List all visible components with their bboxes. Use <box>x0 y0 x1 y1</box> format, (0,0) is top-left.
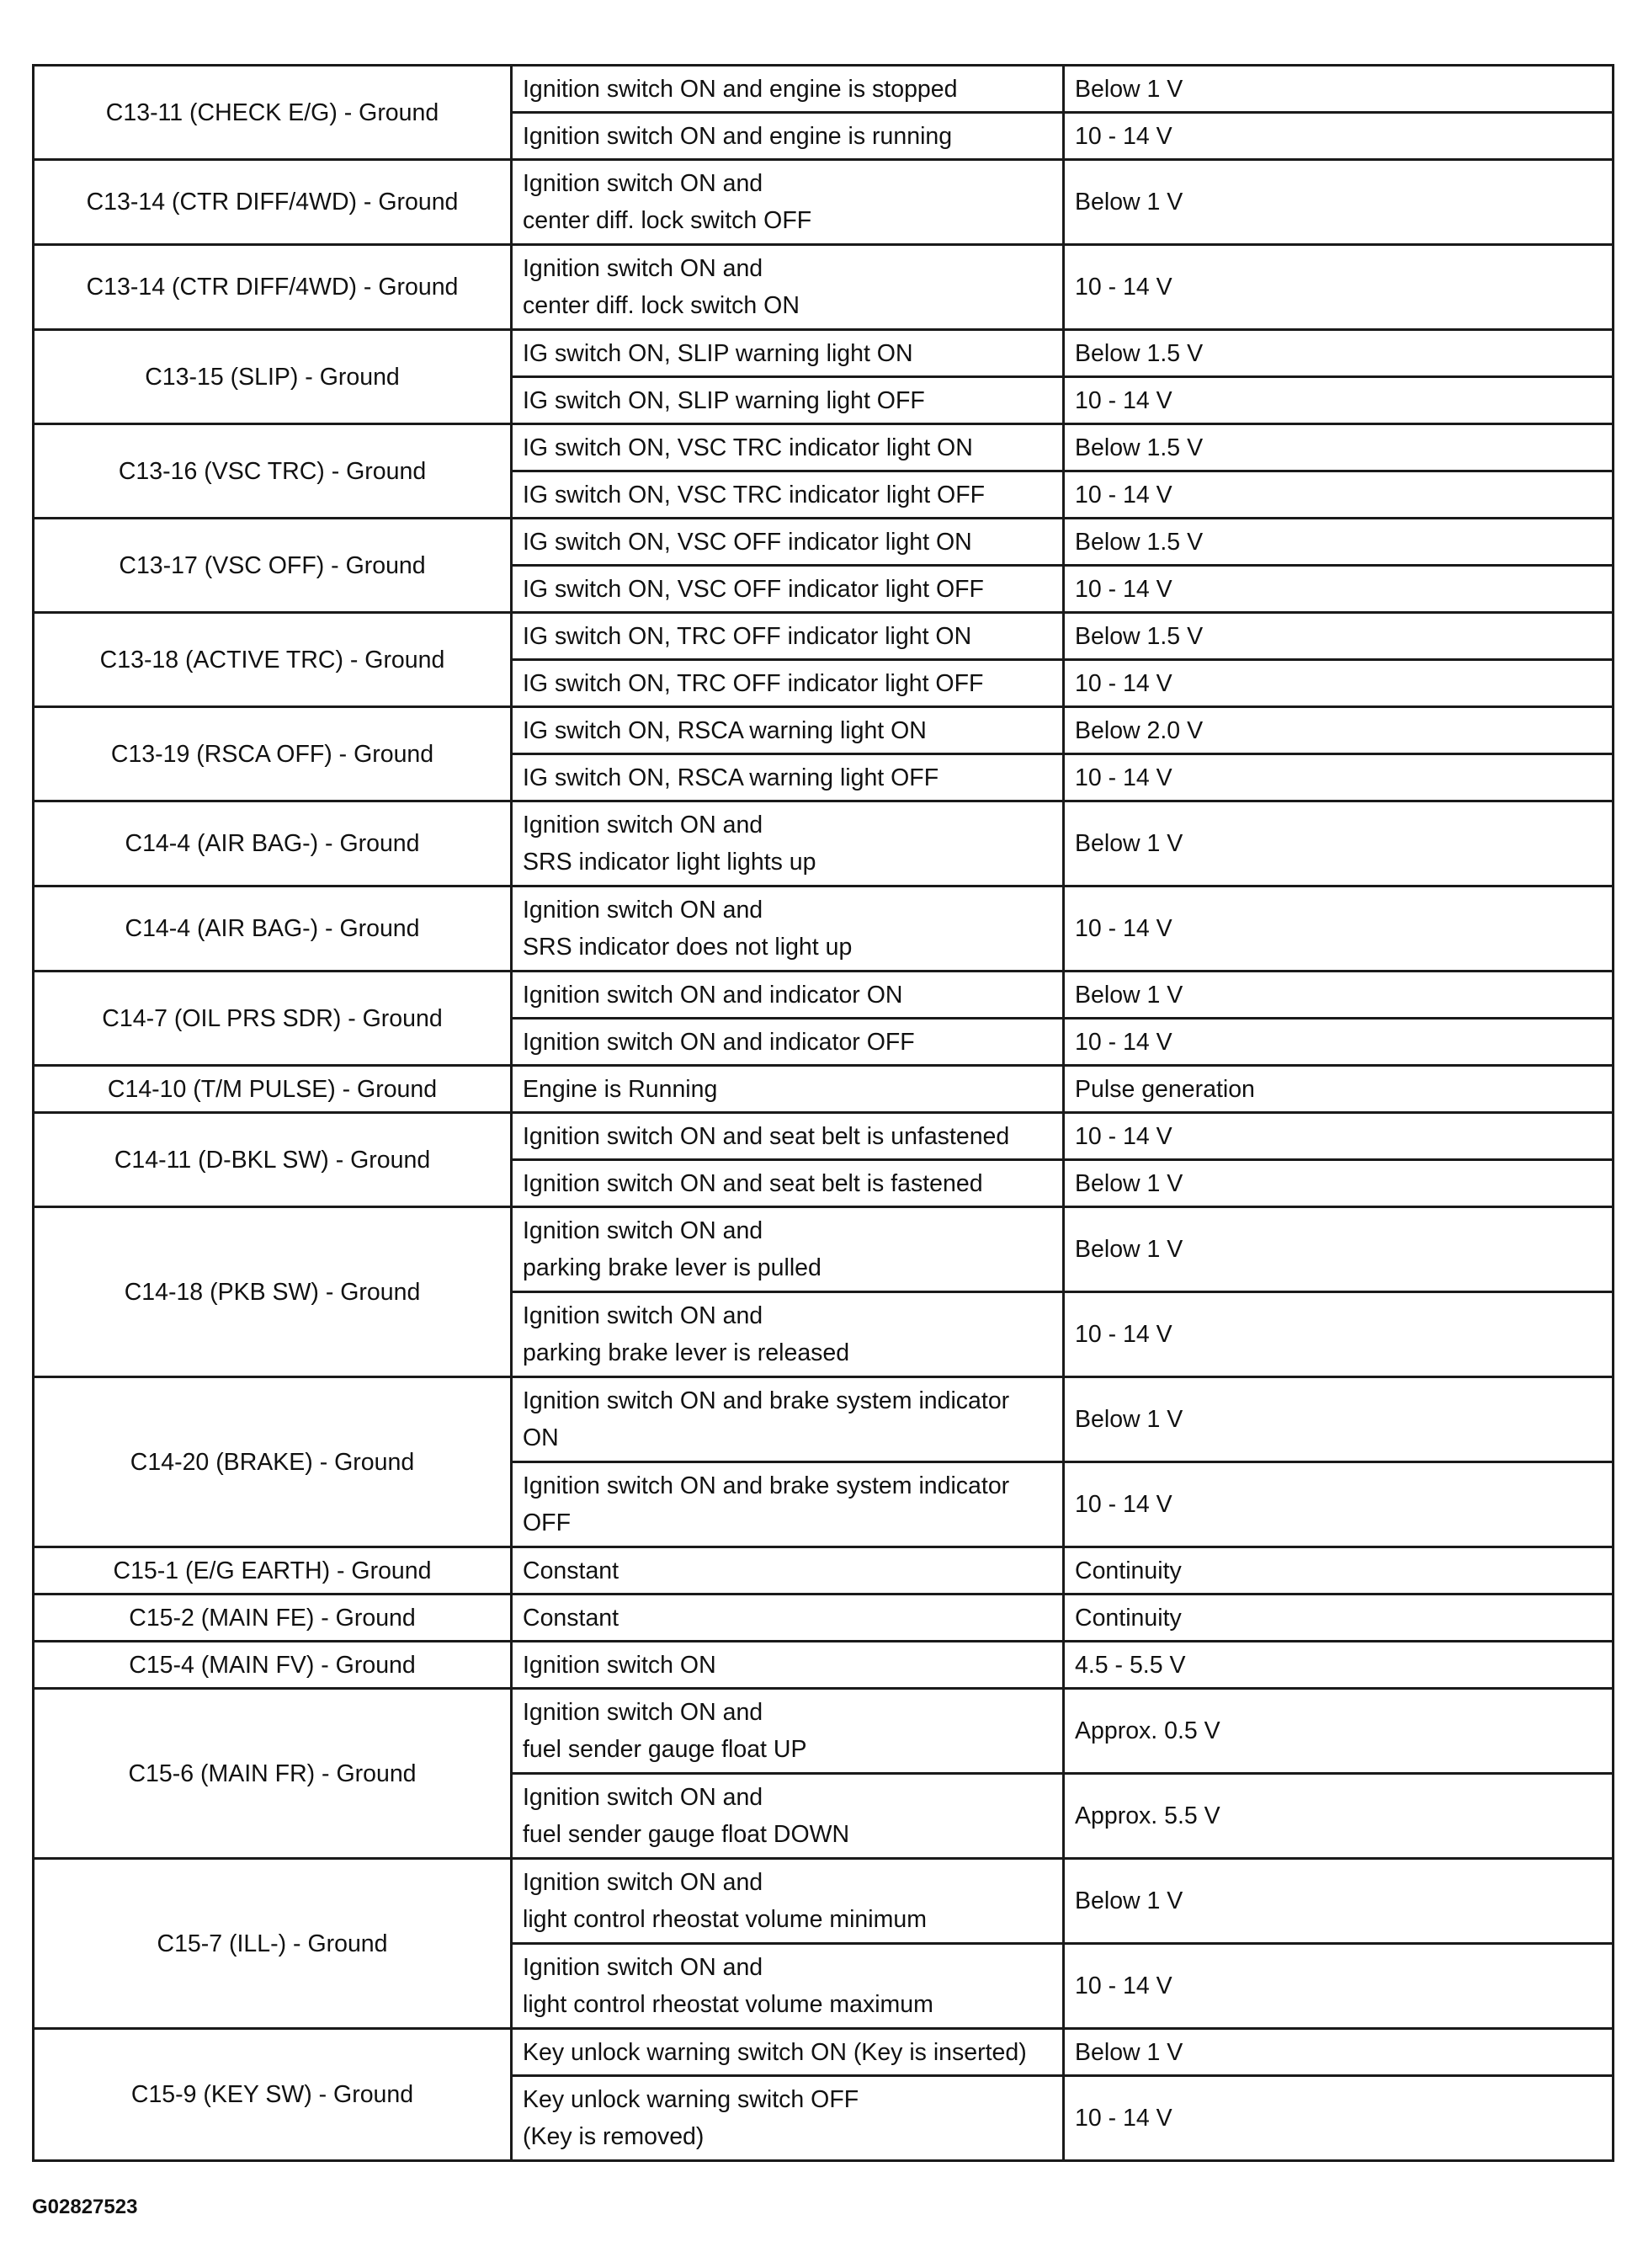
specified-condition-cell: 10 - 14 V <box>1064 2076 1614 2161</box>
terminal-cell: C14-7 (OIL PRS SDR) - Ground <box>34 972 512 1066</box>
terminal-cell: C14-4 (AIR BAG-) - Ground <box>34 886 512 972</box>
terminal-cell: C13-19 (RSCA OFF) - Ground <box>34 707 512 801</box>
condition-cell: Constant <box>512 1547 1064 1595</box>
table-row <box>34 1689 1614 1774</box>
specified-condition-cell: Below 1.5 V <box>1064 519 1614 566</box>
terminal-spec-table <box>32 64 1614 2162</box>
specified-condition-cell: 4.5 - 5.5 V <box>1064 1642 1614 1689</box>
condition-cell: Key unlock warning switch OFF (Key is removed) <box>512 2076 1064 2161</box>
table-row <box>34 707 1614 754</box>
specified-condition-cell: 10 - 14 V <box>1064 1113 1614 1160</box>
table-row <box>34 1859 1614 1944</box>
terminal-cell: C13-14 (CTR DIFF/4WD) - Ground <box>34 160 512 245</box>
spec-table-body <box>34 66 1614 2161</box>
spec-table-container <box>32 64 1614 2162</box>
specified-condition-cell: Continuity <box>1064 1547 1614 1595</box>
condition-cell: Ignition switch ON and engine is stopped <box>512 66 1064 113</box>
table-row <box>34 886 1614 972</box>
table-row <box>34 2029 1614 2076</box>
specified-condition-cell: 10 - 14 V <box>1064 660 1614 707</box>
table-row <box>34 66 1614 113</box>
condition-cell: Ignition switch ON and seat belt is unfastened <box>512 1113 1064 1160</box>
terminal-cell: C13-14 (CTR DIFF/4WD) - Ground <box>34 245 512 330</box>
specified-condition-cell: Below 1.5 V <box>1064 424 1614 471</box>
specified-condition-cell: 10 - 14 V <box>1064 1019 1614 1066</box>
table-row <box>34 1113 1614 1160</box>
condition-cell: Ignition switch ON and parking brake lever is pulled <box>512 1207 1064 1292</box>
condition-cell: Engine is Running <box>512 1066 1064 1113</box>
table-row <box>34 613 1614 660</box>
table-row <box>34 424 1614 471</box>
specified-condition-cell: Below 1.5 V <box>1064 330 1614 377</box>
specified-condition-cell: 10 - 14 V <box>1064 377 1614 424</box>
terminal-cell: C13-15 (SLIP) - Ground <box>34 330 512 424</box>
table-row <box>34 801 1614 886</box>
specified-condition-cell: Below 1.5 V <box>1064 613 1614 660</box>
specified-condition-cell: 10 - 14 V <box>1064 1944 1614 2029</box>
condition-cell: IG switch ON, RSCA warning light ON <box>512 707 1064 754</box>
table-row <box>34 1547 1614 1595</box>
condition-cell: IG switch ON, VSC TRC indicator light ON <box>512 424 1064 471</box>
specified-condition-cell: Below 1 V <box>1064 801 1614 886</box>
condition-cell: IG switch ON, VSC OFF indicator light ON <box>512 519 1064 566</box>
terminal-cell: C13-18 (ACTIVE TRC) - Ground <box>34 613 512 707</box>
condition-cell: Ignition switch ON and center diff. lock switch OFF <box>512 160 1064 245</box>
table-row <box>34 160 1614 245</box>
specified-condition-cell: 10 - 14 V <box>1064 245 1614 330</box>
condition-cell: IG switch ON, RSCA warning light OFF <box>512 754 1064 801</box>
condition-cell: Ignition switch ON and SRS indicator does not light up <box>512 886 1064 972</box>
specified-condition-cell: Pulse generation <box>1064 1066 1614 1113</box>
condition-cell: Ignition switch ON and brake system indicator OFF <box>512 1462 1064 1547</box>
terminal-cell: C14-18 (PKB SW) - Ground <box>34 1207 512 1377</box>
specified-condition-cell: Approx. 0.5 V <box>1064 1689 1614 1774</box>
specified-condition-cell: Below 1 V <box>1064 160 1614 245</box>
table-row <box>34 1066 1614 1113</box>
table-row <box>34 1377 1614 1462</box>
specified-condition-cell: Below 1 V <box>1064 66 1614 113</box>
terminal-cell: C15-4 (MAIN FV) - Ground <box>34 1642 512 1689</box>
specified-condition-cell: Below 1 V <box>1064 2029 1614 2076</box>
condition-cell: Ignition switch ON and center diff. lock switch ON <box>512 245 1064 330</box>
condition-cell: Ignition switch ON and SRS indicator light lights up <box>512 801 1064 886</box>
specified-condition-cell: Below 1 V <box>1064 1207 1614 1292</box>
terminal-cell: C14-4 (AIR BAG-) - Ground <box>34 801 512 886</box>
terminal-cell: C15-2 (MAIN FE) - Ground <box>34 1595 512 1642</box>
specified-condition-cell: Below 1 V <box>1064 972 1614 1019</box>
table-row <box>34 1642 1614 1689</box>
specified-condition-cell: 10 - 14 V <box>1064 566 1614 613</box>
terminal-cell: C15-6 (MAIN FR) - Ground <box>34 1689 512 1859</box>
condition-cell: Key unlock warning switch ON (Key is inserted) <box>512 2029 1064 2076</box>
condition-cell: Ignition switch ON <box>512 1642 1064 1689</box>
condition-cell: IG switch ON, TRC OFF indicator light ON <box>512 613 1064 660</box>
specified-condition-cell: Continuity <box>1064 1595 1614 1642</box>
terminal-cell: C15-7 (ILL-) - Ground <box>34 1859 512 2029</box>
figure-code: G02827523 <box>32 2196 138 2218</box>
specified-condition-cell: Below 2.0 V <box>1064 707 1614 754</box>
condition-cell: Ignition switch ON and brake system indicator ON <box>512 1377 1064 1462</box>
table-row <box>34 1207 1614 1292</box>
table-row <box>34 245 1614 330</box>
condition-cell: Ignition switch ON and indicator ON <box>512 972 1064 1019</box>
table-row <box>34 1595 1614 1642</box>
condition-cell: IG switch ON, TRC OFF indicator light OFF <box>512 660 1064 707</box>
specified-condition-cell: 10 - 14 V <box>1064 886 1614 972</box>
condition-cell: Ignition switch ON and parking brake lever is released <box>512 1292 1064 1377</box>
terminal-cell: C13-11 (CHECK E/G) - Ground <box>34 66 512 160</box>
condition-cell: IG switch ON, SLIP warning light OFF <box>512 377 1064 424</box>
condition-cell: Ignition switch ON and light control rheostat volume maximum <box>512 1944 1064 2029</box>
specified-condition-cell: 10 - 14 V <box>1064 113 1614 160</box>
terminal-cell: C14-11 (D-BKL SW) - Ground <box>34 1113 512 1207</box>
condition-cell: Ignition switch ON and engine is running <box>512 113 1064 160</box>
specified-condition-cell: 10 - 14 V <box>1064 471 1614 519</box>
terminal-cell: C14-20 (BRAKE) - Ground <box>34 1377 512 1547</box>
specified-condition-cell: 10 - 14 V <box>1064 754 1614 801</box>
condition-cell: Ignition switch ON and light control rheostat volume minimum <box>512 1859 1064 1944</box>
terminal-cell: C14-10 (T/M PULSE) - Ground <box>34 1066 512 1113</box>
condition-cell: Ignition switch ON and fuel sender gauge float UP <box>512 1689 1064 1774</box>
specified-condition-cell: Below 1 V <box>1064 1160 1614 1207</box>
condition-cell: IG switch ON, VSC TRC indicator light OFF <box>512 471 1064 519</box>
specified-condition-cell: 10 - 14 V <box>1064 1292 1614 1377</box>
table-row <box>34 519 1614 566</box>
specified-condition-cell: Approx. 5.5 V <box>1064 1774 1614 1859</box>
terminal-cell: C13-16 (VSC TRC) - Ground <box>34 424 512 519</box>
condition-cell: Ignition switch ON and fuel sender gauge float DOWN <box>512 1774 1064 1859</box>
specified-condition-cell: Below 1 V <box>1064 1859 1614 1944</box>
condition-cell: IG switch ON, SLIP warning light ON <box>512 330 1064 377</box>
table-row <box>34 330 1614 377</box>
terminal-cell: C15-9 (KEY SW) - Ground <box>34 2029 512 2161</box>
condition-cell: Ignition switch ON and seat belt is fastened <box>512 1160 1064 1207</box>
condition-cell: Constant <box>512 1595 1064 1642</box>
condition-cell: IG switch ON, VSC OFF indicator light OFF <box>512 566 1064 613</box>
specified-condition-cell: Below 1 V <box>1064 1377 1614 1462</box>
condition-cell: Ignition switch ON and indicator OFF <box>512 1019 1064 1066</box>
terminal-cell: C13-17 (VSC OFF) - Ground <box>34 519 512 613</box>
specified-condition-cell: 10 - 14 V <box>1064 1462 1614 1547</box>
terminal-cell: C15-1 (E/G EARTH) - Ground <box>34 1547 512 1595</box>
table-row <box>34 972 1614 1019</box>
